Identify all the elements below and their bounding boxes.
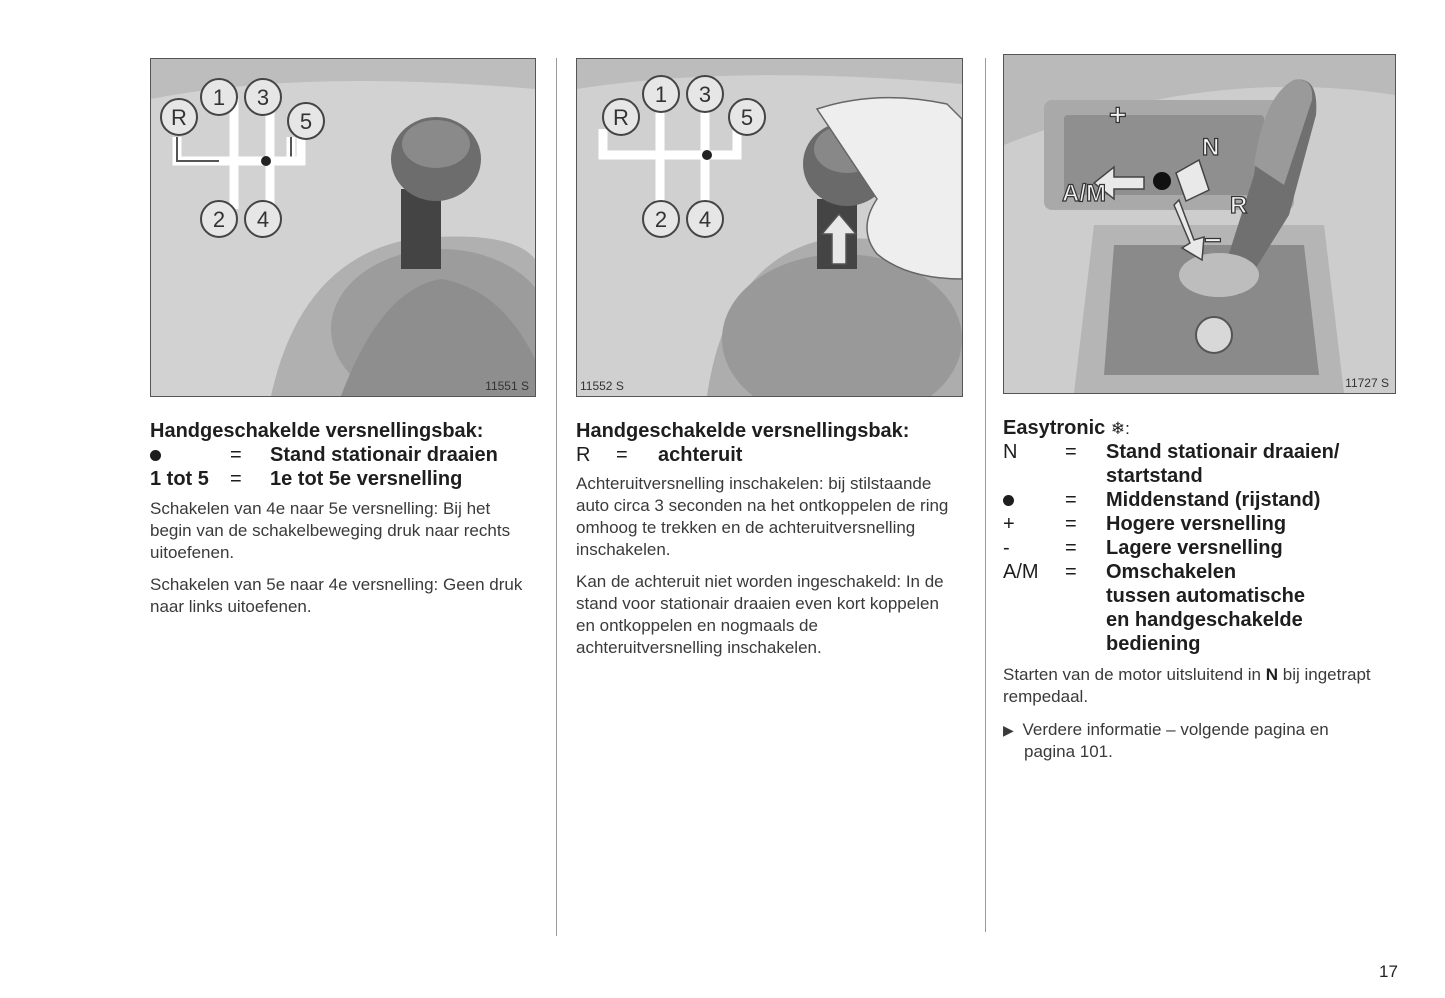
gear-label: R (613, 105, 629, 130)
section-heading (1003, 416, 1130, 441)
column-divider (556, 58, 557, 936)
legend-eq: = (1065, 561, 1077, 583)
legend-eq: = (230, 468, 242, 490)
gear-label: 2 (212, 207, 226, 232)
gear-label: R (171, 105, 187, 130)
legend-value: Lagere versnelling (1106, 537, 1283, 559)
paragraph: Schakelen van 4e naar 5e versnelling: Bij het begin van de schakelbeweging druk naar rechts uitoefenen. (150, 499, 511, 562)
legend-value: Hogere versnelling (1106, 513, 1287, 535)
arrow-right-icon: ▶ (1003, 722, 1014, 738)
bullet-dot-icon (150, 443, 161, 467)
legend-row (1003, 512, 1403, 536)
legend-value: 1e tot 5e versnelling (270, 468, 463, 490)
legend-value: Stand stationair draaien/ startstand (1106, 441, 1340, 487)
bullet-dot-icon (1003, 488, 1014, 512)
paragraph (1003, 664, 1398, 708)
legend-row (1003, 536, 1403, 560)
note-text: Verdere informatie – volgende pagina en pagina 101. (1022, 720, 1329, 761)
gear-pattern-labels (577, 59, 962, 396)
figure-label-r: R (1230, 192, 1248, 219)
figure-easytronic (1003, 54, 1396, 394)
figure-label-plus: + (1109, 99, 1127, 132)
gear-label: 1 (212, 85, 226, 110)
legend-eq: = (1065, 513, 1077, 535)
legend-eq: = (230, 444, 242, 466)
note (1003, 719, 1384, 763)
gear-label: 3 (698, 82, 712, 107)
legend-row (1003, 488, 1403, 512)
para-text: bij ingetrapt rempedaal. (1003, 665, 1371, 706)
legend-eq: = (1065, 537, 1077, 559)
heading-text: Easytronic (1003, 417, 1106, 439)
column-divider (985, 58, 986, 932)
section-heading: Handgeschakelde versnellingsbak: (150, 420, 484, 442)
legend-key: 1 tot 5 (150, 468, 209, 490)
figure-label-am: A/M (1062, 180, 1106, 207)
para-bold: N (1265, 665, 1278, 684)
legend-value: Omschakelen tussen automatische en handgeschakelde bediening (1106, 561, 1305, 655)
legend-value: achteruit (658, 444, 743, 466)
figure-reverse-gear (576, 58, 963, 397)
legend (150, 443, 540, 491)
gear-label: 2 (654, 207, 668, 232)
legend-eq: = (1065, 441, 1077, 463)
figure-code: 11727 S (1345, 376, 1389, 390)
legend-value: Stand stationair draaien (270, 444, 498, 466)
gear-label: 3 (256, 85, 270, 110)
legend-row (150, 467, 540, 491)
page-number: 17 (1379, 962, 1398, 981)
legend-key: R (576, 444, 591, 466)
figure-manual-gearbox (150, 58, 536, 397)
gear-label: 1 (654, 82, 668, 107)
gear-label: 4 (256, 207, 270, 232)
legend-row (576, 443, 966, 467)
gear-pattern-labels (151, 59, 535, 396)
easytronic-labels (1004, 55, 1395, 393)
gear-label: 5 (740, 105, 754, 130)
legend-key: N (1003, 441, 1018, 463)
figure-code: 11552 S (580, 379, 624, 393)
legend-row (1003, 440, 1403, 487)
gear-label: 4 (698, 207, 712, 232)
figure-label-n: N (1202, 134, 1220, 161)
legend-eq: = (616, 444, 628, 466)
legend-key: + (1003, 513, 1015, 535)
legend-row (150, 443, 540, 467)
legend (1003, 440, 1403, 655)
legend-row-spacer (1003, 464, 1403, 488)
paragraph: Schakelen van 5e naar 4e versnelling: Geen druk naar links uitoefenen. (150, 575, 523, 616)
legend-value: Middenstand (rijstand) (1106, 489, 1321, 511)
section-heading: Handgeschakelde versnellingsbak: (576, 420, 910, 442)
snowflake-icon: ❄: (1110, 419, 1130, 438)
paragraph: Kan de achteruit niet worden ingeschakeld: In de stand voor stationair draaien even kort koppelen en ontkoppelen en nogmaals de achteruitversnelling inschakelen. (576, 572, 944, 657)
legend (576, 443, 966, 467)
figure-code: 11551 S (485, 379, 529, 393)
paragraph: Achteruitversnelling inschakelen: bij stilstaande auto circa 3 seconden na het ontkoppelen de ring omhoog te trekken en de achteruitversnelling inschakelen. (576, 474, 949, 559)
gear-label: 5 (299, 109, 313, 134)
legend-eq: = (1065, 489, 1077, 511)
legend-row (1003, 560, 1403, 655)
figure-label-minus: − (1204, 224, 1222, 257)
para-text: Starten van de motor uitsluitend in (1003, 665, 1261, 684)
legend-key: A/M (1003, 561, 1039, 583)
legend-key: - (1003, 537, 1010, 559)
